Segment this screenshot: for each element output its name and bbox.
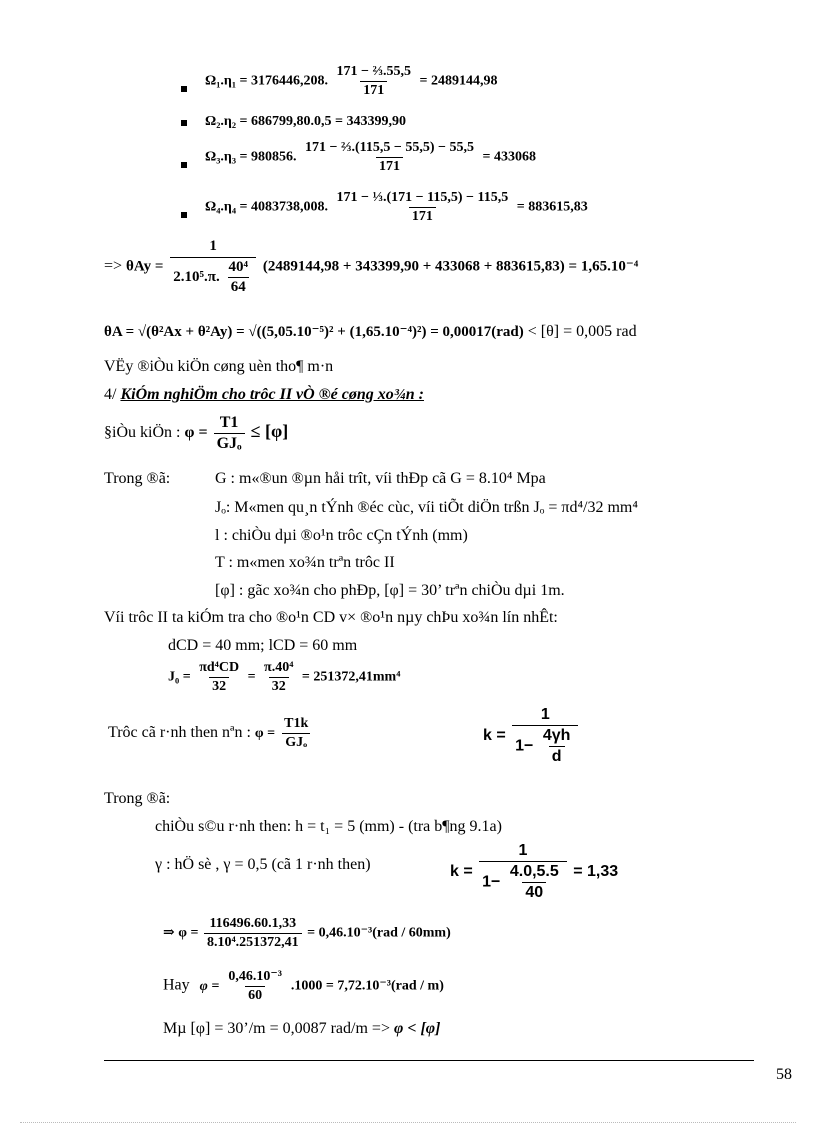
page-number: 58 bbox=[776, 1066, 792, 1083]
eq-result: = 2489144,98 bbox=[419, 73, 498, 89]
numerator: 40⁴ bbox=[228, 259, 249, 275]
denominator: 40 bbox=[522, 882, 546, 902]
eq-tail: < [θ] = 0,005 rad bbox=[527, 323, 637, 340]
conclusion-line: VËy ®iÒu kiÖn cøng uèn tho¶ m·n bbox=[104, 358, 334, 375]
fraction bbox=[512, 706, 578, 766]
keyway-depth-line: chiÒu s©u r·nh then: h = t₁ = 5 (mm) - (tra b¶ng 9.1a) bbox=[155, 818, 502, 835]
voi-truc-line: Víi trôc II ta kiÓm tra cho ®o¹n CD v× ®o¹n nµy chÞu xo¾n lín nhÊt: bbox=[104, 609, 558, 626]
eq-lhs: φ = bbox=[199, 978, 220, 994]
dimensions-line: dCD = 40 mm; lCD = 60 mm bbox=[168, 637, 358, 654]
eq-result: = 0,46.10⁻³(rad / 60mm) bbox=[307, 925, 451, 941]
eq-lhs: k = bbox=[450, 863, 473, 881]
heading-title: KiÓm nghiÖm cho trôc II vÒ ®é cøng xo¾n : bbox=[120, 386, 424, 403]
numerator: 171 − ⅔.55,5 bbox=[336, 64, 412, 79]
eq-result: (2489144,98 + 343399,90 + 433068 + 883615,83) = 1,65.10⁻⁴ bbox=[262, 258, 639, 275]
footer-divider bbox=[104, 1060, 754, 1061]
eq-lhs: Ω₃.η₃ = 980856. bbox=[205, 149, 297, 165]
eq-result: = 433068 bbox=[482, 149, 537, 165]
equation-omega1 bbox=[205, 64, 498, 99]
numerator: 171 − ⅓.(171 − 115,5) − 115,5 bbox=[336, 190, 509, 205]
bullet-icon bbox=[181, 86, 187, 92]
denominator: 171 bbox=[376, 157, 403, 175]
fraction bbox=[334, 64, 414, 99]
hay-label: Hay bbox=[163, 976, 190, 994]
denominator: 8.10⁴.251372,41 bbox=[204, 933, 302, 951]
numerator: 4γh bbox=[542, 727, 571, 744]
denominator-part: 2.10⁵.π. bbox=[173, 268, 220, 285]
denominator bbox=[170, 257, 256, 296]
hay-line bbox=[163, 968, 444, 1004]
denominator: 171 bbox=[409, 207, 436, 225]
final-comparison bbox=[163, 1020, 440, 1038]
phi-keyway-line bbox=[108, 716, 313, 751]
equation-phi-result bbox=[163, 916, 451, 951]
comparison-result: φ < [φ] bbox=[393, 1020, 441, 1037]
eq-lhs: φ = bbox=[184, 424, 208, 442]
eq-lhs: φ = bbox=[254, 726, 276, 742]
fraction bbox=[204, 916, 302, 951]
denominator-part: 1− bbox=[515, 737, 534, 755]
numerator: T1 bbox=[219, 414, 239, 431]
equation-omega3 bbox=[205, 140, 536, 175]
numerator: πd⁴CD bbox=[199, 660, 240, 675]
def-t: T : m«men xo¾n trªn trôc II bbox=[215, 554, 395, 571]
def-g: G : m«®un ®µn håi trît, víi thÐp cã G = 8.10⁴ Mpa bbox=[215, 470, 546, 487]
fraction bbox=[214, 414, 245, 453]
numerator: π.40⁴ bbox=[264, 660, 294, 675]
trong-do-label-2: Trong ®ã: bbox=[104, 790, 171, 807]
def-phi: [φ] : gãc xo¾n cho phÐp, [φ] = 30’ trªn chiÒu dµi 1m. bbox=[215, 582, 565, 599]
denominator bbox=[479, 861, 567, 902]
denominator: d bbox=[549, 746, 565, 766]
fraction bbox=[196, 660, 242, 695]
denominator bbox=[512, 725, 578, 766]
numerator: 1 bbox=[540, 706, 550, 723]
fraction bbox=[261, 660, 296, 695]
keyway-label: Trôc cã r·nh then nªn : bbox=[108, 724, 251, 742]
fraction bbox=[281, 716, 311, 751]
eq-main: θA = √(θ²Ax + θ²Ay) = √((5,05.10⁻⁵)² + (1,65.10⁻⁴)²) = 0,00017(rad) bbox=[104, 324, 524, 340]
equation-omega2: Ω₂.η₂ = 686799,80.0,5 = 343399,90 bbox=[205, 114, 407, 129]
eq-result: = 883615,83 bbox=[516, 199, 588, 215]
eq-lhs: ⇒ φ = bbox=[163, 925, 199, 941]
denominator-part: 1− bbox=[482, 873, 501, 891]
denominator: 32 bbox=[269, 677, 289, 695]
eq-lhs: k = bbox=[483, 727, 506, 745]
trong-do-label: Trong ®ã: bbox=[104, 470, 171, 487]
fraction bbox=[225, 968, 285, 1004]
numerator: 171 − ⅔.(115,5 − 55,5) − 55,5 bbox=[305, 140, 475, 155]
heading-number: 4/ bbox=[104, 386, 117, 403]
equation-j0: J₀ = $\frac{\text{πd⁴CD}}{32}$ = $\frac{\text{π.40⁴}}{32}$ = 251372,41mm⁴ bbox=[168, 660, 401, 694]
condition-label: §iÒu kiÖn : bbox=[104, 424, 181, 442]
denominator: 171 bbox=[360, 81, 387, 99]
eq-lhs: Ω₁.η₁ = 3176446,208. bbox=[205, 73, 329, 89]
numerator: 0,46.10⁻³ bbox=[228, 969, 282, 984]
numerator: 1 bbox=[209, 238, 217, 254]
eq-lhs: Ω₄.η₄ = 4083738,008. bbox=[205, 199, 329, 215]
equation-omega4 bbox=[205, 190, 588, 225]
numerator: 1 bbox=[518, 842, 528, 859]
arrow-text: => bbox=[104, 257, 123, 275]
numerator: 4.0,5.5 bbox=[509, 863, 559, 880]
eq-result: .1000 = 7,72.10⁻³(rad / m) bbox=[290, 978, 444, 994]
bullet-icon bbox=[181, 162, 187, 168]
fraction bbox=[169, 238, 257, 296]
eq-lhs: θAy = bbox=[126, 258, 164, 275]
inner-fraction bbox=[226, 259, 252, 296]
equation-theta-a bbox=[104, 322, 637, 341]
def-jo: Jₒ: M«men qu¸n tÝnh ®éc cùc, víi tiÕt diÖn trßn Jₒ = πd⁴/32 mm⁴ bbox=[215, 499, 638, 516]
k-formula bbox=[483, 706, 580, 766]
condition-line bbox=[104, 414, 288, 453]
comparison-text: Mµ [φ] = 30’/m = 0,0087 rad/m => bbox=[163, 1020, 390, 1037]
denominator: GJₒ bbox=[282, 733, 310, 751]
numerator: 116496.60.1,33 bbox=[209, 916, 297, 931]
eq-rhs: ≤ [φ] bbox=[250, 421, 289, 442]
fraction bbox=[302, 140, 477, 175]
def-l: l : chiÒu dµi ®o¹n trôc cÇn tÝnh (mm) bbox=[215, 527, 468, 544]
fraction bbox=[334, 190, 512, 225]
equation-theta-ay bbox=[104, 238, 638, 296]
bullet-icon bbox=[181, 120, 187, 126]
inner-fraction bbox=[540, 727, 574, 766]
denominator: 64 bbox=[228, 277, 249, 296]
inner-fraction bbox=[507, 863, 562, 902]
gamma-line: γ : hÖ sè , γ = 0,5 (cã 1 r·nh then) bbox=[155, 856, 371, 873]
denominator: 60 bbox=[245, 986, 265, 1004]
fraction bbox=[479, 842, 567, 902]
denominator: 32 bbox=[209, 677, 229, 695]
section-heading bbox=[104, 386, 424, 404]
eq-result: = 251372,41mm⁴ bbox=[301, 669, 401, 685]
numerator: T1k bbox=[284, 716, 309, 731]
k-value-formula bbox=[450, 842, 618, 902]
bullet-icon bbox=[181, 212, 187, 218]
eq-result: = 1,33 bbox=[573, 863, 619, 881]
denominator: GJₒ bbox=[214, 433, 245, 453]
eq-lhs: J₀ = bbox=[168, 669, 191, 685]
